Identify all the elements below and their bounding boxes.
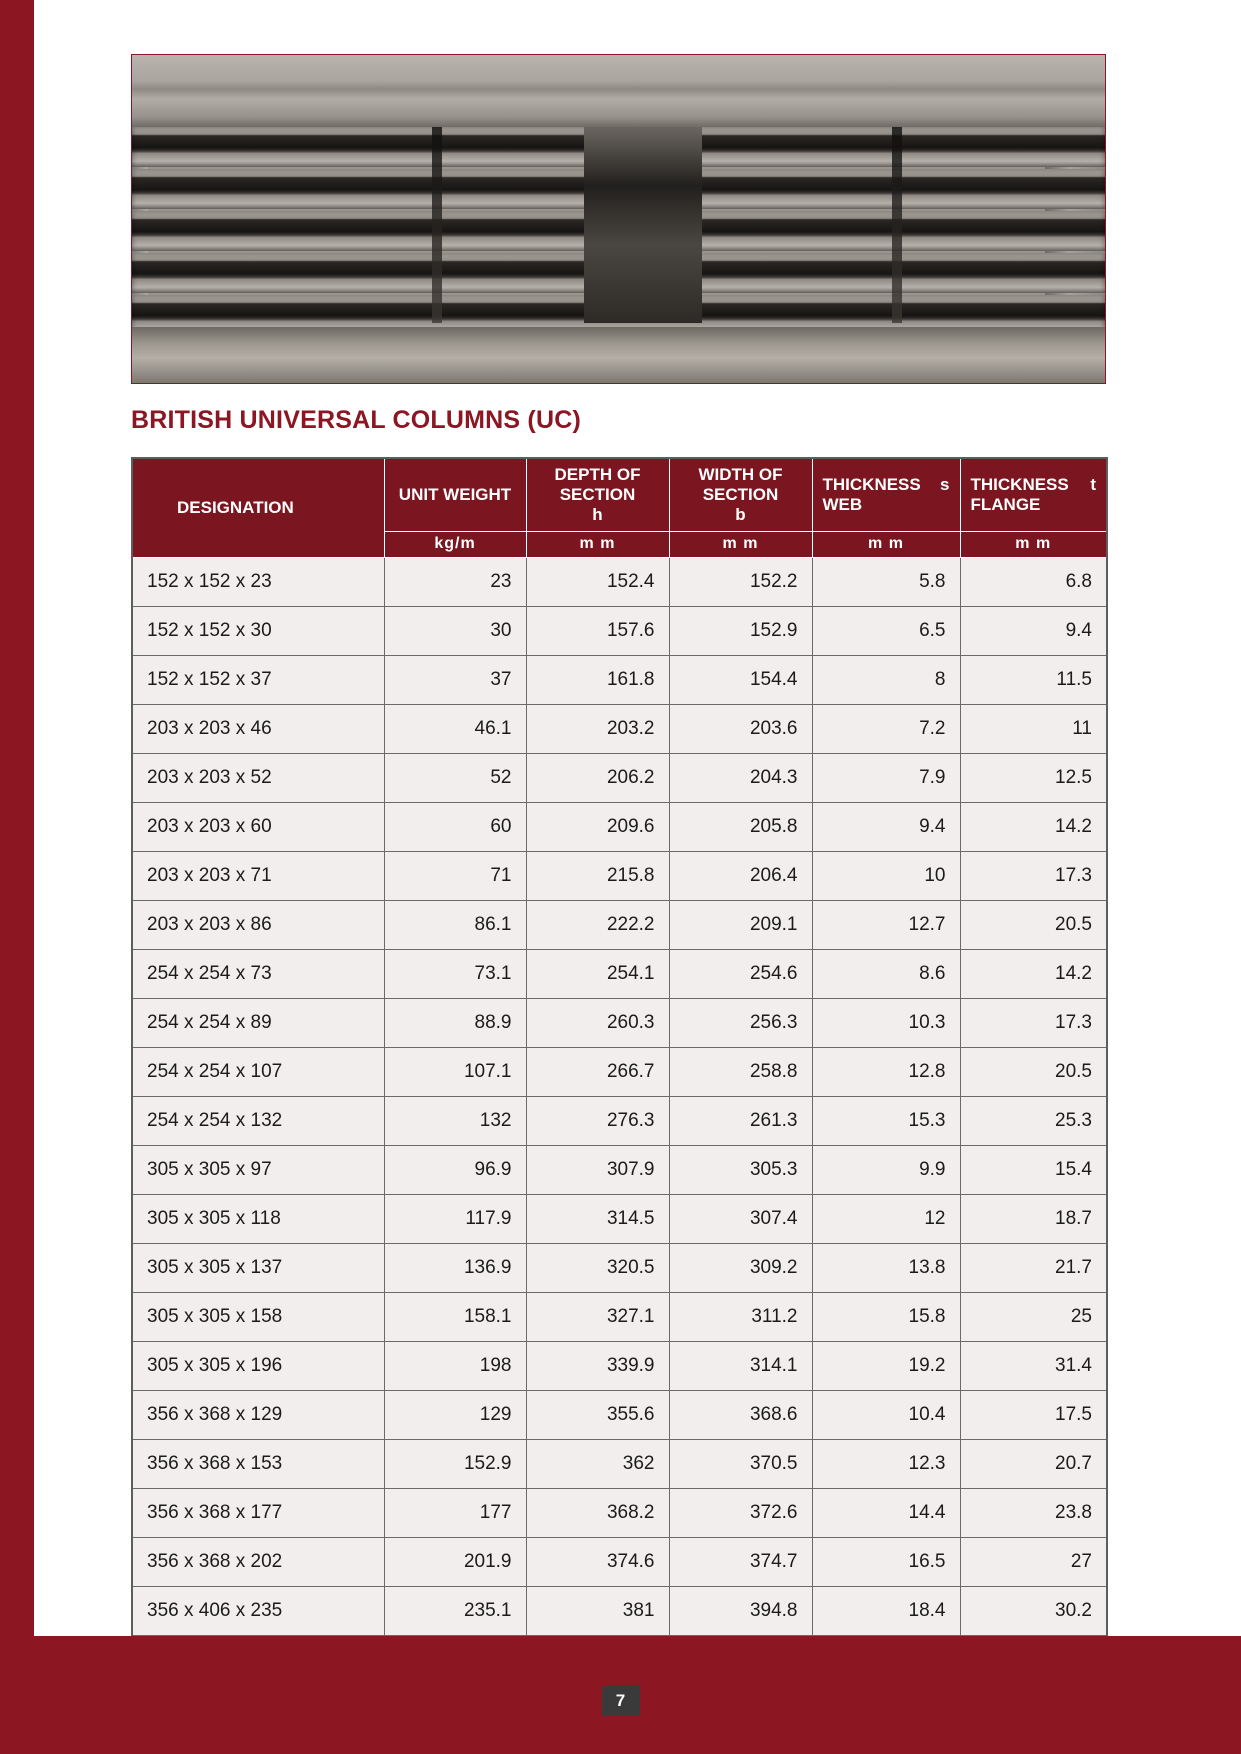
cell-designation: 305 x 305 x 137 — [132, 1244, 384, 1293]
page-content — [131, 54, 1106, 1686]
cell-value: 20.7 — [960, 1440, 1107, 1489]
cell-value: 9.9 — [812, 1146, 960, 1195]
column-unit-unit-weight: kg/m — [384, 532, 526, 558]
table-body — [132, 558, 1107, 1686]
cell-value: 254.1 — [526, 950, 669, 999]
cell-value: 311.2 — [669, 1293, 812, 1342]
column-unit-thickness-web: m m — [812, 532, 960, 558]
cell-value: 37 — [384, 656, 526, 705]
cell-value: 372.6 — [669, 1489, 812, 1538]
table-row — [132, 1538, 1107, 1587]
cell-value: 12.7 — [812, 901, 960, 950]
page-number: 7 — [602, 1686, 640, 1716]
cell-value: 152.9 — [669, 607, 812, 656]
table-row — [132, 901, 1107, 950]
column-unit-thickness-flange: m m — [960, 532, 1107, 558]
cell-value: 6.5 — [812, 607, 960, 656]
photo-center-gap — [584, 127, 702, 323]
table-header-row — [132, 458, 1107, 532]
cell-value: 201.9 — [384, 1538, 526, 1587]
table-row — [132, 1440, 1107, 1489]
cell-value: 12.5 — [960, 754, 1107, 803]
cell-designation: 305 x 305 x 158 — [132, 1293, 384, 1342]
cell-designation: 305 x 305 x 118 — [132, 1195, 384, 1244]
cell-value: 362 — [526, 1440, 669, 1489]
cell-value: 368.2 — [526, 1489, 669, 1538]
cell-value: 209.1 — [669, 901, 812, 950]
cell-value: 11.5 — [960, 656, 1107, 705]
cell-value: 152.9 — [384, 1440, 526, 1489]
cell-value: 305.3 — [669, 1146, 812, 1195]
cell-designation: 254 x 254 x 89 — [132, 999, 384, 1048]
uc-sections-table — [131, 457, 1108, 1686]
cell-value: 52 — [384, 754, 526, 803]
cell-value: 71 — [384, 852, 526, 901]
cell-value: 307.4 — [669, 1195, 812, 1244]
cell-value: 18.4 — [812, 1587, 960, 1636]
column-header-depth-label: DEPTH OF SECTION — [554, 465, 641, 505]
column-header-depth — [526, 458, 669, 532]
left-accent-bar — [0, 0, 34, 1754]
cell-value: 21.7 — [960, 1244, 1107, 1293]
cell-value: 13.8 — [812, 1244, 960, 1293]
cell-value: 339.9 — [526, 1342, 669, 1391]
column-header-unit-weight — [384, 458, 526, 532]
cell-value: 17.3 — [960, 999, 1107, 1048]
column-header-thickness-web-label: THICKNESS WEB — [822, 475, 921, 515]
cell-designation: 203 x 203 x 46 — [132, 705, 384, 754]
cell-designation: 356 x 368 x 202 — [132, 1538, 384, 1587]
column-header-width — [669, 458, 812, 532]
cell-value: 30 — [384, 607, 526, 656]
table-row — [132, 705, 1107, 754]
table-header — [132, 458, 1107, 558]
cell-value: 9.4 — [812, 803, 960, 852]
cell-value: 368.6 — [669, 1391, 812, 1440]
cell-value: 355.6 — [526, 1391, 669, 1440]
cell-value: 23.8 — [960, 1489, 1107, 1538]
cell-value: 307.9 — [526, 1146, 669, 1195]
table-row — [132, 1244, 1107, 1293]
cell-value: 9.4 — [960, 607, 1107, 656]
column-header-thickness-flange-symbol: t — [1090, 475, 1096, 495]
column-header-width-label: WIDTH OF SECTION — [698, 465, 783, 505]
table-row — [132, 754, 1107, 803]
table-row — [132, 558, 1107, 607]
cell-value: 314.5 — [526, 1195, 669, 1244]
column-header-thickness-flange-label: THICKNESS FLANGE — [970, 475, 1069, 515]
cell-designation: 203 x 203 x 60 — [132, 803, 384, 852]
cell-value: 374.7 — [669, 1538, 812, 1587]
cell-value: 88.9 — [384, 999, 526, 1048]
cell-value: 256.3 — [669, 999, 812, 1048]
column-header-thickness-web — [812, 458, 960, 532]
cell-value: 266.7 — [526, 1048, 669, 1097]
cell-value: 374.6 — [526, 1538, 669, 1587]
cell-value: 136.9 — [384, 1244, 526, 1293]
cell-value: 96.9 — [384, 1146, 526, 1195]
cell-value: 15.4 — [960, 1146, 1107, 1195]
cell-designation: 254 x 254 x 132 — [132, 1097, 384, 1146]
cell-designation: 356 x 406 x 235 — [132, 1587, 384, 1636]
cell-value: 254.6 — [669, 950, 812, 999]
table-row — [132, 607, 1107, 656]
cell-value: 152.4 — [526, 558, 669, 607]
table-row — [132, 656, 1107, 705]
cell-value: 154.4 — [669, 656, 812, 705]
cell-value: 25.3 — [960, 1097, 1107, 1146]
cell-designation: 356 x 368 x 129 — [132, 1391, 384, 1440]
cell-value: 161.8 — [526, 656, 669, 705]
cell-value: 17.5 — [960, 1391, 1107, 1440]
column-unit-depth: m m — [526, 532, 669, 558]
cell-value: 15.3 — [812, 1097, 960, 1146]
table-row — [132, 999, 1107, 1048]
table-row — [132, 1293, 1107, 1342]
cell-value: 261.3 — [669, 1097, 812, 1146]
cell-designation: 152 x 152 x 37 — [132, 656, 384, 705]
cell-value: 258.8 — [669, 1048, 812, 1097]
table-row — [132, 852, 1107, 901]
cell-value: 15.8 — [812, 1293, 960, 1342]
photo-beam-stack — [132, 127, 1105, 323]
cell-value: 152.2 — [669, 558, 812, 607]
table-row — [132, 1342, 1107, 1391]
column-header-depth-symbol: h — [592, 505, 603, 525]
cell-value: 14.2 — [960, 803, 1107, 852]
cell-value: 327.1 — [526, 1293, 669, 1342]
cell-value: 23 — [384, 558, 526, 607]
cell-value: 25 — [960, 1293, 1107, 1342]
cell-value: 7.9 — [812, 754, 960, 803]
cell-value: 20.5 — [960, 1048, 1107, 1097]
cell-value: 8.6 — [812, 950, 960, 999]
table-row — [132, 1048, 1107, 1097]
cell-value: 20.5 — [960, 901, 1107, 950]
cell-value: 31.4 — [960, 1342, 1107, 1391]
cell-designation: 356 x 368 x 153 — [132, 1440, 384, 1489]
cell-designation: 305 x 305 x 196 — [132, 1342, 384, 1391]
cell-value: 18.7 — [960, 1195, 1107, 1244]
cell-designation: 254 x 254 x 73 — [132, 950, 384, 999]
cell-value: 381 — [526, 1587, 669, 1636]
cell-value: 206.4 — [669, 852, 812, 901]
table-row — [132, 1097, 1107, 1146]
cell-value: 215.8 — [526, 852, 669, 901]
cell-value: 30.2 — [960, 1587, 1107, 1636]
table-row — [132, 950, 1107, 999]
cell-designation: 203 x 203 x 71 — [132, 852, 384, 901]
cell-designation: 254 x 254 x 107 — [132, 1048, 384, 1097]
cell-value: 117.9 — [384, 1195, 526, 1244]
column-header-width-symbol: b — [735, 505, 746, 525]
cell-value: 17.3 — [960, 852, 1107, 901]
column-header-thickness-flange — [960, 458, 1107, 532]
cell-value: 19.2 — [812, 1342, 960, 1391]
cell-value: 260.3 — [526, 999, 669, 1048]
cell-value: 11 — [960, 705, 1107, 754]
cell-value: 204.3 — [669, 754, 812, 803]
cell-value: 309.2 — [669, 1244, 812, 1293]
cell-value: 222.2 — [526, 901, 669, 950]
photo-bottom-beam — [132, 327, 1105, 383]
cell-value: 276.3 — [526, 1097, 669, 1146]
cell-value: 12.8 — [812, 1048, 960, 1097]
cell-designation: 305 x 305 x 97 — [132, 1146, 384, 1195]
cell-value: 203.6 — [669, 705, 812, 754]
cell-value: 129 — [384, 1391, 526, 1440]
cell-value: 158.1 — [384, 1293, 526, 1342]
cell-value: 394.8 — [669, 1587, 812, 1636]
cell-value: 60 — [384, 803, 526, 852]
cell-value: 235.1 — [384, 1587, 526, 1636]
cell-value: 132 — [384, 1097, 526, 1146]
cell-value: 6.8 — [960, 558, 1107, 607]
cell-value: 205.8 — [669, 803, 812, 852]
cell-value: 5.8 — [812, 558, 960, 607]
cell-value: 314.1 — [669, 1342, 812, 1391]
cell-value: 8 — [812, 656, 960, 705]
table-row — [132, 1391, 1107, 1440]
cell-value: 107.1 — [384, 1048, 526, 1097]
cell-value: 46.1 — [384, 705, 526, 754]
cell-value: 209.6 — [526, 803, 669, 852]
cell-value: 177 — [384, 1489, 526, 1538]
cell-designation: 152 x 152 x 23 — [132, 558, 384, 607]
column-header-unit-weight-label: UNIT WEIGHT — [398, 485, 512, 505]
cell-designation: 203 x 203 x 52 — [132, 754, 384, 803]
column-unit-width: m m — [669, 532, 812, 558]
cell-value: 14.2 — [960, 950, 1107, 999]
cell-value: 320.5 — [526, 1244, 669, 1293]
cell-value: 12.3 — [812, 1440, 960, 1489]
page-title: BRITISH UNIVERSAL COLUMNS (UC) — [131, 406, 581, 434]
cell-value: 12 — [812, 1195, 960, 1244]
cell-value: 198 — [384, 1342, 526, 1391]
cell-value: 370.5 — [669, 1440, 812, 1489]
cell-value: 10 — [812, 852, 960, 901]
column-header-designation: DESIGNATION — [132, 458, 384, 558]
cell-value: 27 — [960, 1538, 1107, 1587]
cell-designation: 203 x 203 x 86 — [132, 901, 384, 950]
cell-value: 10.4 — [812, 1391, 960, 1440]
column-header-thickness-web-symbol: s — [940, 475, 950, 495]
cell-value: 73.1 — [384, 950, 526, 999]
cell-value: 203.2 — [526, 705, 669, 754]
cell-value: 157.6 — [526, 607, 669, 656]
table-row — [132, 1195, 1107, 1244]
cell-value: 10.3 — [812, 999, 960, 1048]
cell-value: 206.2 — [526, 754, 669, 803]
table-row — [132, 1587, 1107, 1636]
table-row — [132, 1489, 1107, 1538]
steel-sections-photo — [131, 54, 1106, 384]
cell-value: 16.5 — [812, 1538, 960, 1587]
table-row — [132, 803, 1107, 852]
cell-value: 86.1 — [384, 901, 526, 950]
cell-designation: 152 x 152 x 30 — [132, 607, 384, 656]
table-row — [132, 1146, 1107, 1195]
cell-value: 7.2 — [812, 705, 960, 754]
cell-value: 14.4 — [812, 1489, 960, 1538]
cell-designation: 356 x 368 x 177 — [132, 1489, 384, 1538]
